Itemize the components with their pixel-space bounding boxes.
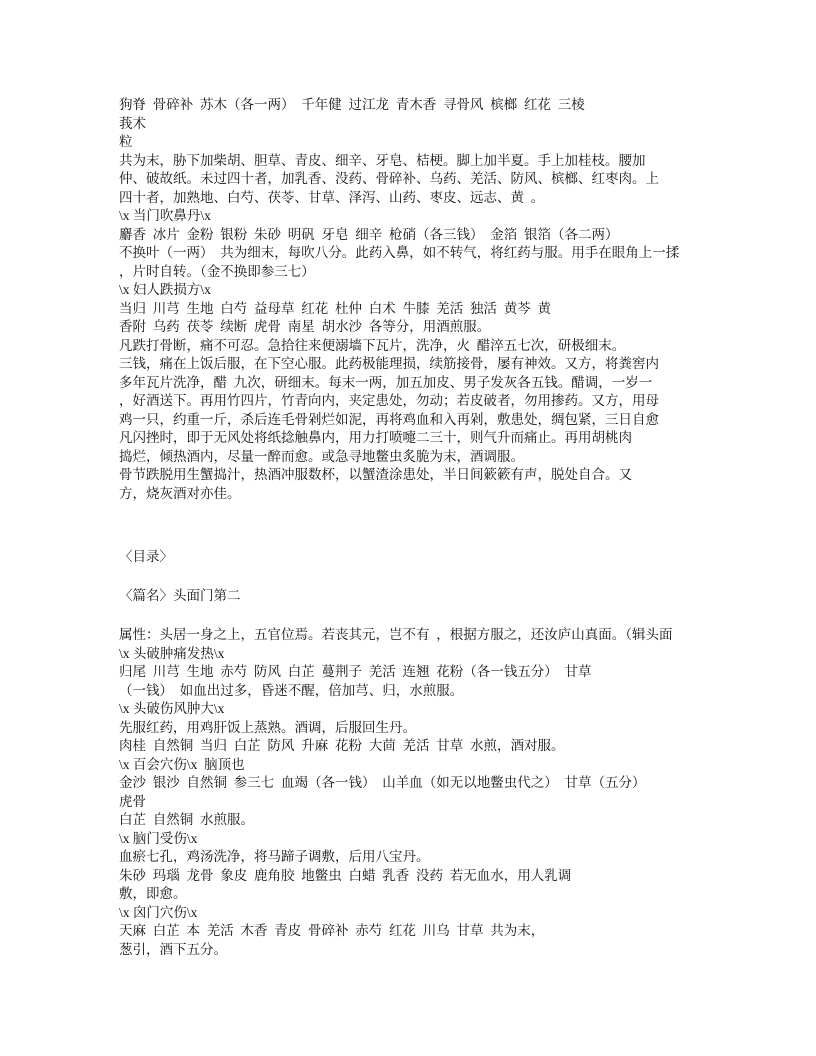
text-line: 仲、破故纸。未过四十者，加乳香、没药、骨碎补、乌药、羌活、防风、槟榔、红枣肉。上 [119,171,659,186]
text-line: 凡跌打骨断，痛不可忍。急拾往来便溺墙下瓦片，洗净，火 醋淬五七次，研极细末。 [119,337,626,353]
text-line: 天麻 白芷 本 羌活 木香 青皮 骨碎补 赤芍 红花 川乌 甘草 共为末， [119,923,545,938]
text-line: \x 当门吹鼻丹\x [119,208,211,223]
text-line: 莪术 [119,115,146,131]
text-line: 粒 [119,134,133,149]
text-line: ，片时自转。（金不换即参三七） [119,263,315,279]
text-line: 敷，即愈。 [119,886,187,901]
text-line: 麝香 冰片 金粉 银粉 朱砂 明矾 牙皂 细辛 枪硝（各三钱） 金箔 银箔（各二两） [119,226,619,242]
text-line: 虎骨 [119,793,146,809]
text-line: 肉桂 自然铜 当归 白芷 防风 升麻 花粉 大茴 羌活 甘草 水煎，酒对服。 [119,738,565,753]
text-line: \x 百会穴伤\x 脑顶也 [119,756,245,772]
text-line: ，好酒送下。再用竹四片，竹青向内，夹定患处，勿动；若皮破者，勿用掺药。又方，用母 [119,393,659,408]
text-line: 不换叶（一两） 共为细末，每吹八分。此药入鼻，如不转气，将红药与服。用手在眼角上一揉 [119,245,680,260]
text-line: 当归 川芎 生地 白芍 益母草 红花 杜仲 白术 牛膝 羌活 独活 黄芩 黄 [119,300,551,316]
text-line: 葱引，酒下五分。 [119,941,227,957]
text-line: \x 头破肿痛发热\x [119,645,225,661]
text-line: 属性：头居一身之上，五官位焉。若丧其元，岂不有 ，根据方服之，还汝庐山真面。（辑头面 [119,627,673,642]
text-line: 凡闪挫时，即于无风处将纸捻触鼻内，用力打喷嚏二三十，则气升而痛止。再用胡桃肉 [119,430,632,445]
text-line: 多年瓦片洗净，醋 九次，研细末。每末一两，加五加皮、男子发灰各五钱。醋调，一岁一 [119,374,653,390]
text-line: \x 妇人跌损方\x [119,282,211,297]
toc-label: 〈目录〉 [119,549,173,564]
prescription-text-section [119,96,719,503]
text-line: \x 脑门受伤\x [119,830,198,846]
text-line: （一钱） 如血出过多，昏迷不醒，倍加芎、归，水煎服。 [119,682,464,698]
text-line: 方，烧灰酒对亦佳。 [119,485,241,501]
text-line: 白芷 自然铜 水煎服。 [119,812,254,827]
text-line: 骨节跌脱用生蟹捣汁，热酒冲服数杯，以蟹渣涂患处，半日间簌簌有声，脱处自合。又 [119,467,632,482]
text-line: 捣烂，倾热酒内，尽量一醉而愈。或急寻地鳖虫炙脆为末，酒调服。 [119,448,524,464]
text-line: 归尾 川芎 生地 赤芍 防风 白芷 蔓荆子 羌活 连翘 花粉（各一钱五分） 甘草 [119,664,592,679]
text-line: \x 头破伤风肿大\x [119,701,225,716]
text-line: 朱砂 玛瑙 龙骨 象皮 鹿角胶 地鳖虫 白蜡 乳香 没药 若无血水，用人乳调 [119,867,572,883]
text-line: 鸡一只，约重一斤，杀后连毛骨剁烂如泥，再将鸡血和入再剁，敷患处，绸包紧，三日自愈 [119,411,659,427]
chapter-heading [119,587,719,606]
chapter-title: 〈篇名〉头面门第二 [119,588,241,603]
text-line: \x 囟门穴伤\x [119,904,198,920]
text-line: 香附 乌药 茯苓 续断 虎骨 南星 胡水沙 各等分，用酒煎服。 [119,319,491,334]
text-line: 三钱，痛在上饭后服，在下空心服。此药极能理损，续筋接骨，屡有神效。又方，将粪窖内 [119,356,659,371]
text-line: 共为末，胁下加柴胡、胆草、青皮、细辛、牙皂、桔梗。脚上加半夏。手上加桂枝。腰加 [119,152,646,168]
text-line: 血瘀七孔，鸡汤洗净，将马蹄子调敷，后用八宝丹。 [119,849,430,864]
text-line: 狗脊 骨碎补 苏木（各一两） 千年健 过江龙 青木香 寻骨风 槟榔 红花 三棱 [119,97,585,112]
text-line: 四十者，加熟地、白芍、茯苓、甘草、泽泻、山药、枣皮、远志、黄 。 [119,189,545,205]
toc-heading [119,548,719,567]
head-face-section [119,626,719,959]
text-line: 先服红药，用鸡肝饭上蒸熟。酒调，后服回生丹。 [119,719,416,735]
text-line: 金沙 银沙 自然铜 参三七 血竭（各一钱） 山羊血（如无以地鳖虫代之） 甘草（五分） [119,775,646,790]
